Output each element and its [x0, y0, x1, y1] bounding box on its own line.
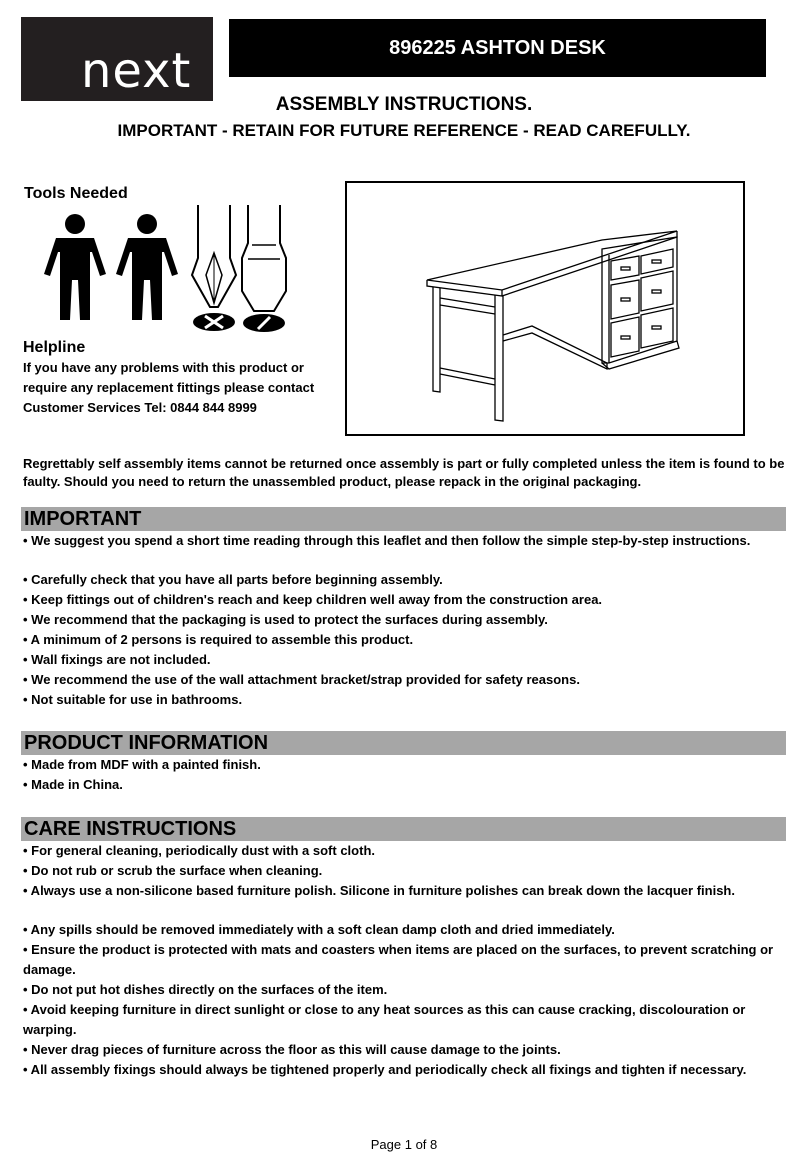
flathead-screwdriver-icon	[238, 203, 290, 333]
list-item: • Always use a non-silicone based furniture polish. Silicone in furniture polishes can break down the lacquer finish.	[23, 883, 735, 898]
list-item: • Do not rub or scrub the surface when cleaning.	[23, 863, 323, 878]
person-icon	[110, 212, 185, 322]
list-item: • A minimum of 2 persons is required to assemble this product.	[23, 632, 414, 647]
list-item: • Never drag pieces of furniture across the floor as this will cause damage to the joints.	[23, 1042, 561, 1057]
product-info-heading: PRODUCT INFORMATION	[21, 731, 786, 755]
important-heading: IMPORTANT	[21, 507, 786, 531]
list-item: • Made in China.	[23, 777, 123, 792]
brand-logo	[21, 17, 213, 101]
desk-illustration-frame	[345, 181, 745, 436]
care-heading: CARE INSTRUCTIONS	[21, 817, 786, 841]
list-item: • For general cleaning, periodically dust with a soft cloth.	[23, 843, 375, 858]
list-item: • Not suitable for use in bathrooms.	[23, 692, 243, 707]
page-subtitle: IMPORTANT - RETAIN FOR FUTURE REFERENCE - READ CAREFULLY.	[117, 121, 691, 140]
list-item: • Avoid keeping furniture in direct sunlight or close to any heat sources as this can cause cracking, discolouration or warping.	[23, 1002, 746, 1037]
brand-logo-text: next	[81, 43, 192, 99]
list-item: • Do not put hot dishes directly on the surfaces of the item.	[23, 982, 388, 997]
phillips-screwdriver-icon	[188, 203, 240, 333]
list-item: • Ensure the product is protected with mats and coasters when items are placed on the surfaces, to prevent scratching or damage.	[23, 942, 774, 977]
product-title: 896225 ASHTON DESK	[229, 19, 766, 77]
page-title: ASSEMBLY INSTRUCTIONS.	[275, 94, 533, 115]
helpline-text: If you have any problems with this product or require any replacement fittings please contact Customer Services Tel: 0844 844 8999	[23, 360, 315, 415]
list-item: • Keep fittings out of children's reach and keep children well away from the construction area.	[23, 592, 603, 607]
helpline-heading: Helpline	[23, 339, 86, 356]
list-item: • Wall fixings are not included.	[23, 652, 211, 667]
tools-heading: Tools Needed	[24, 185, 128, 202]
list-item: • We recommend the use of the wall attachment bracket/strap provided for safety reasons.	[23, 672, 580, 687]
product-info-list	[23, 755, 793, 795]
important-list	[23, 531, 793, 710]
page-number: Page 1 of 8	[370, 1137, 438, 1152]
list-item: • All assembly fixings should always be tightened properly and periodically check all fixings and tighten if necessary.	[23, 1062, 747, 1077]
desk-illustration	[347, 183, 743, 434]
list-item: • We suggest you spend a short time reading through this leaflet and then follow the simple step-by-step instructions.	[23, 533, 751, 548]
list-item: • Any spills should be removed immediately with a soft clean damp cloth and dried immediately.	[23, 922, 615, 937]
care-list	[23, 841, 793, 1080]
returns-notice: Regrettably self assembly items cannot be returned once assembly is part or fully completed unless the item is found to be faulty. Should you need to return the unassembled product, please repack in the original packaging.	[23, 456, 785, 489]
person-icon	[38, 212, 113, 322]
list-item: • Made from MDF with a painted finish.	[23, 757, 261, 772]
list-item: • Carefully check that you have all parts before beginning assembly.	[23, 572, 443, 587]
list-item: • We recommend that the packaging is used to protect the surfaces during assembly.	[23, 612, 548, 627]
